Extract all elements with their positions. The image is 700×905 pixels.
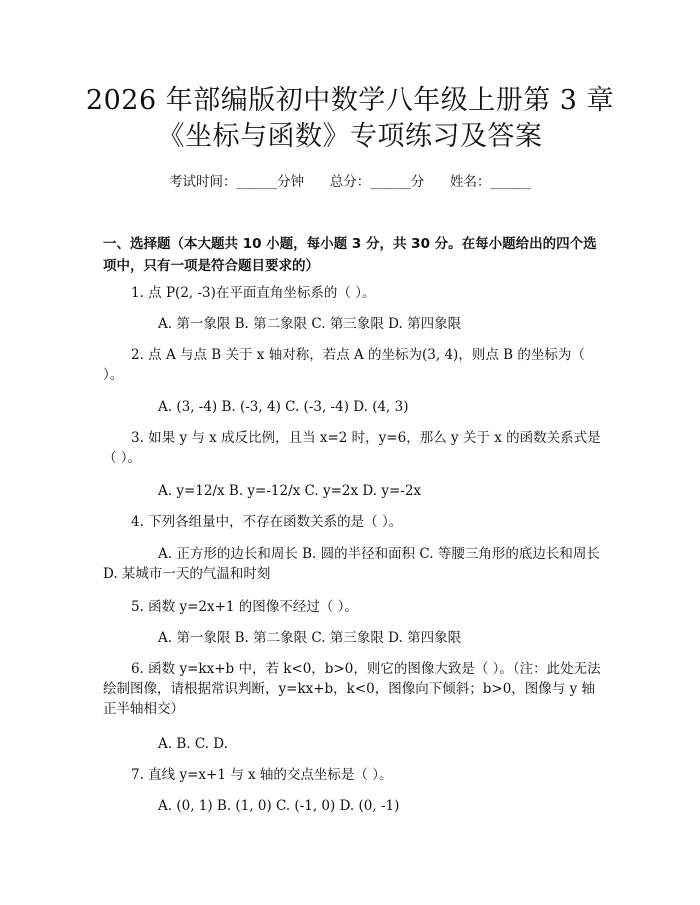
question-3: 3. 如果 y 与 x 成反比例，且当 x=2 时，y=6，那么 y 关于 x 的函数关系式是（ ）。 bbox=[103, 430, 601, 466]
question-2: 2. 点 A 与点 B 关于 x 轴对称，若点 A 的坐标为(3, 4)，则点 B 的坐标为（ ）。 bbox=[103, 347, 585, 383]
question-5-options: A. 第一象限 B. 第二象限 C. 第三象限 D. 第四象限 bbox=[158, 630, 462, 646]
question-5: 5. 函数 y=2x+1 的图像不经过（ ）。 bbox=[131, 599, 358, 615]
question-2-options: A. (3, -4) B. (-3, 4) C. (-3, -4) D. (4, 3) bbox=[158, 399, 409, 415]
question-7-options: A. (0, 1) B. (1, 0) C. (-1, 0) D. (0, -1) bbox=[158, 798, 400, 814]
section-heading: 一、选择题（本大题共 10 小题，每小题 3 分，共 30 分。在每小题给出的四个选项中，只有一项是符合题目要求的） bbox=[103, 236, 597, 274]
question-6: 6. 函数 y=kx+b 中，若 k<0，b>0，则它的图像大致是（ ）。（注：此处无法绘制图像，请根据常识判断，y=kx+b，k<0，图像向下倾斜；b>0，图像与 y 轴正半轴相交） bbox=[103, 661, 601, 717]
question-4-options: A. 正方形的边长和周长 B. 圆的半径和面积 C. 等腰三角形的底边长和周长 D. 某城市一天的气温和时刻 bbox=[103, 546, 600, 582]
question-7: 7. 直线 y=x+1 与 x 轴的交点坐标是（ ）。 bbox=[131, 767, 393, 783]
question-1-options: A. 第一象限 B. 第二象限 C. 第三象限 D. 第四象限 bbox=[158, 316, 462, 332]
document-title-line-1: 2026 年部编版初中数学八年级上册第 3 章 bbox=[85, 85, 615, 116]
question-4: 4. 下列各组量中，不存在函数关系的是（ ）。 bbox=[131, 514, 403, 530]
document-title-line-2: 《坐标与函数》专项练习及答案 bbox=[157, 121, 543, 152]
question-3-options: A. y=12/x B. y=-12/x C. y=2x D. y=-2x bbox=[158, 483, 422, 499]
exam-info-line: 考试时间：______分钟 总分：______分 姓名：______ bbox=[169, 174, 531, 190]
question-6-options: A. B. C. D. bbox=[158, 736, 228, 752]
question-1: 1. 点 P(2, -3)在平面直角坐标系的（ ）。 bbox=[131, 285, 376, 301]
